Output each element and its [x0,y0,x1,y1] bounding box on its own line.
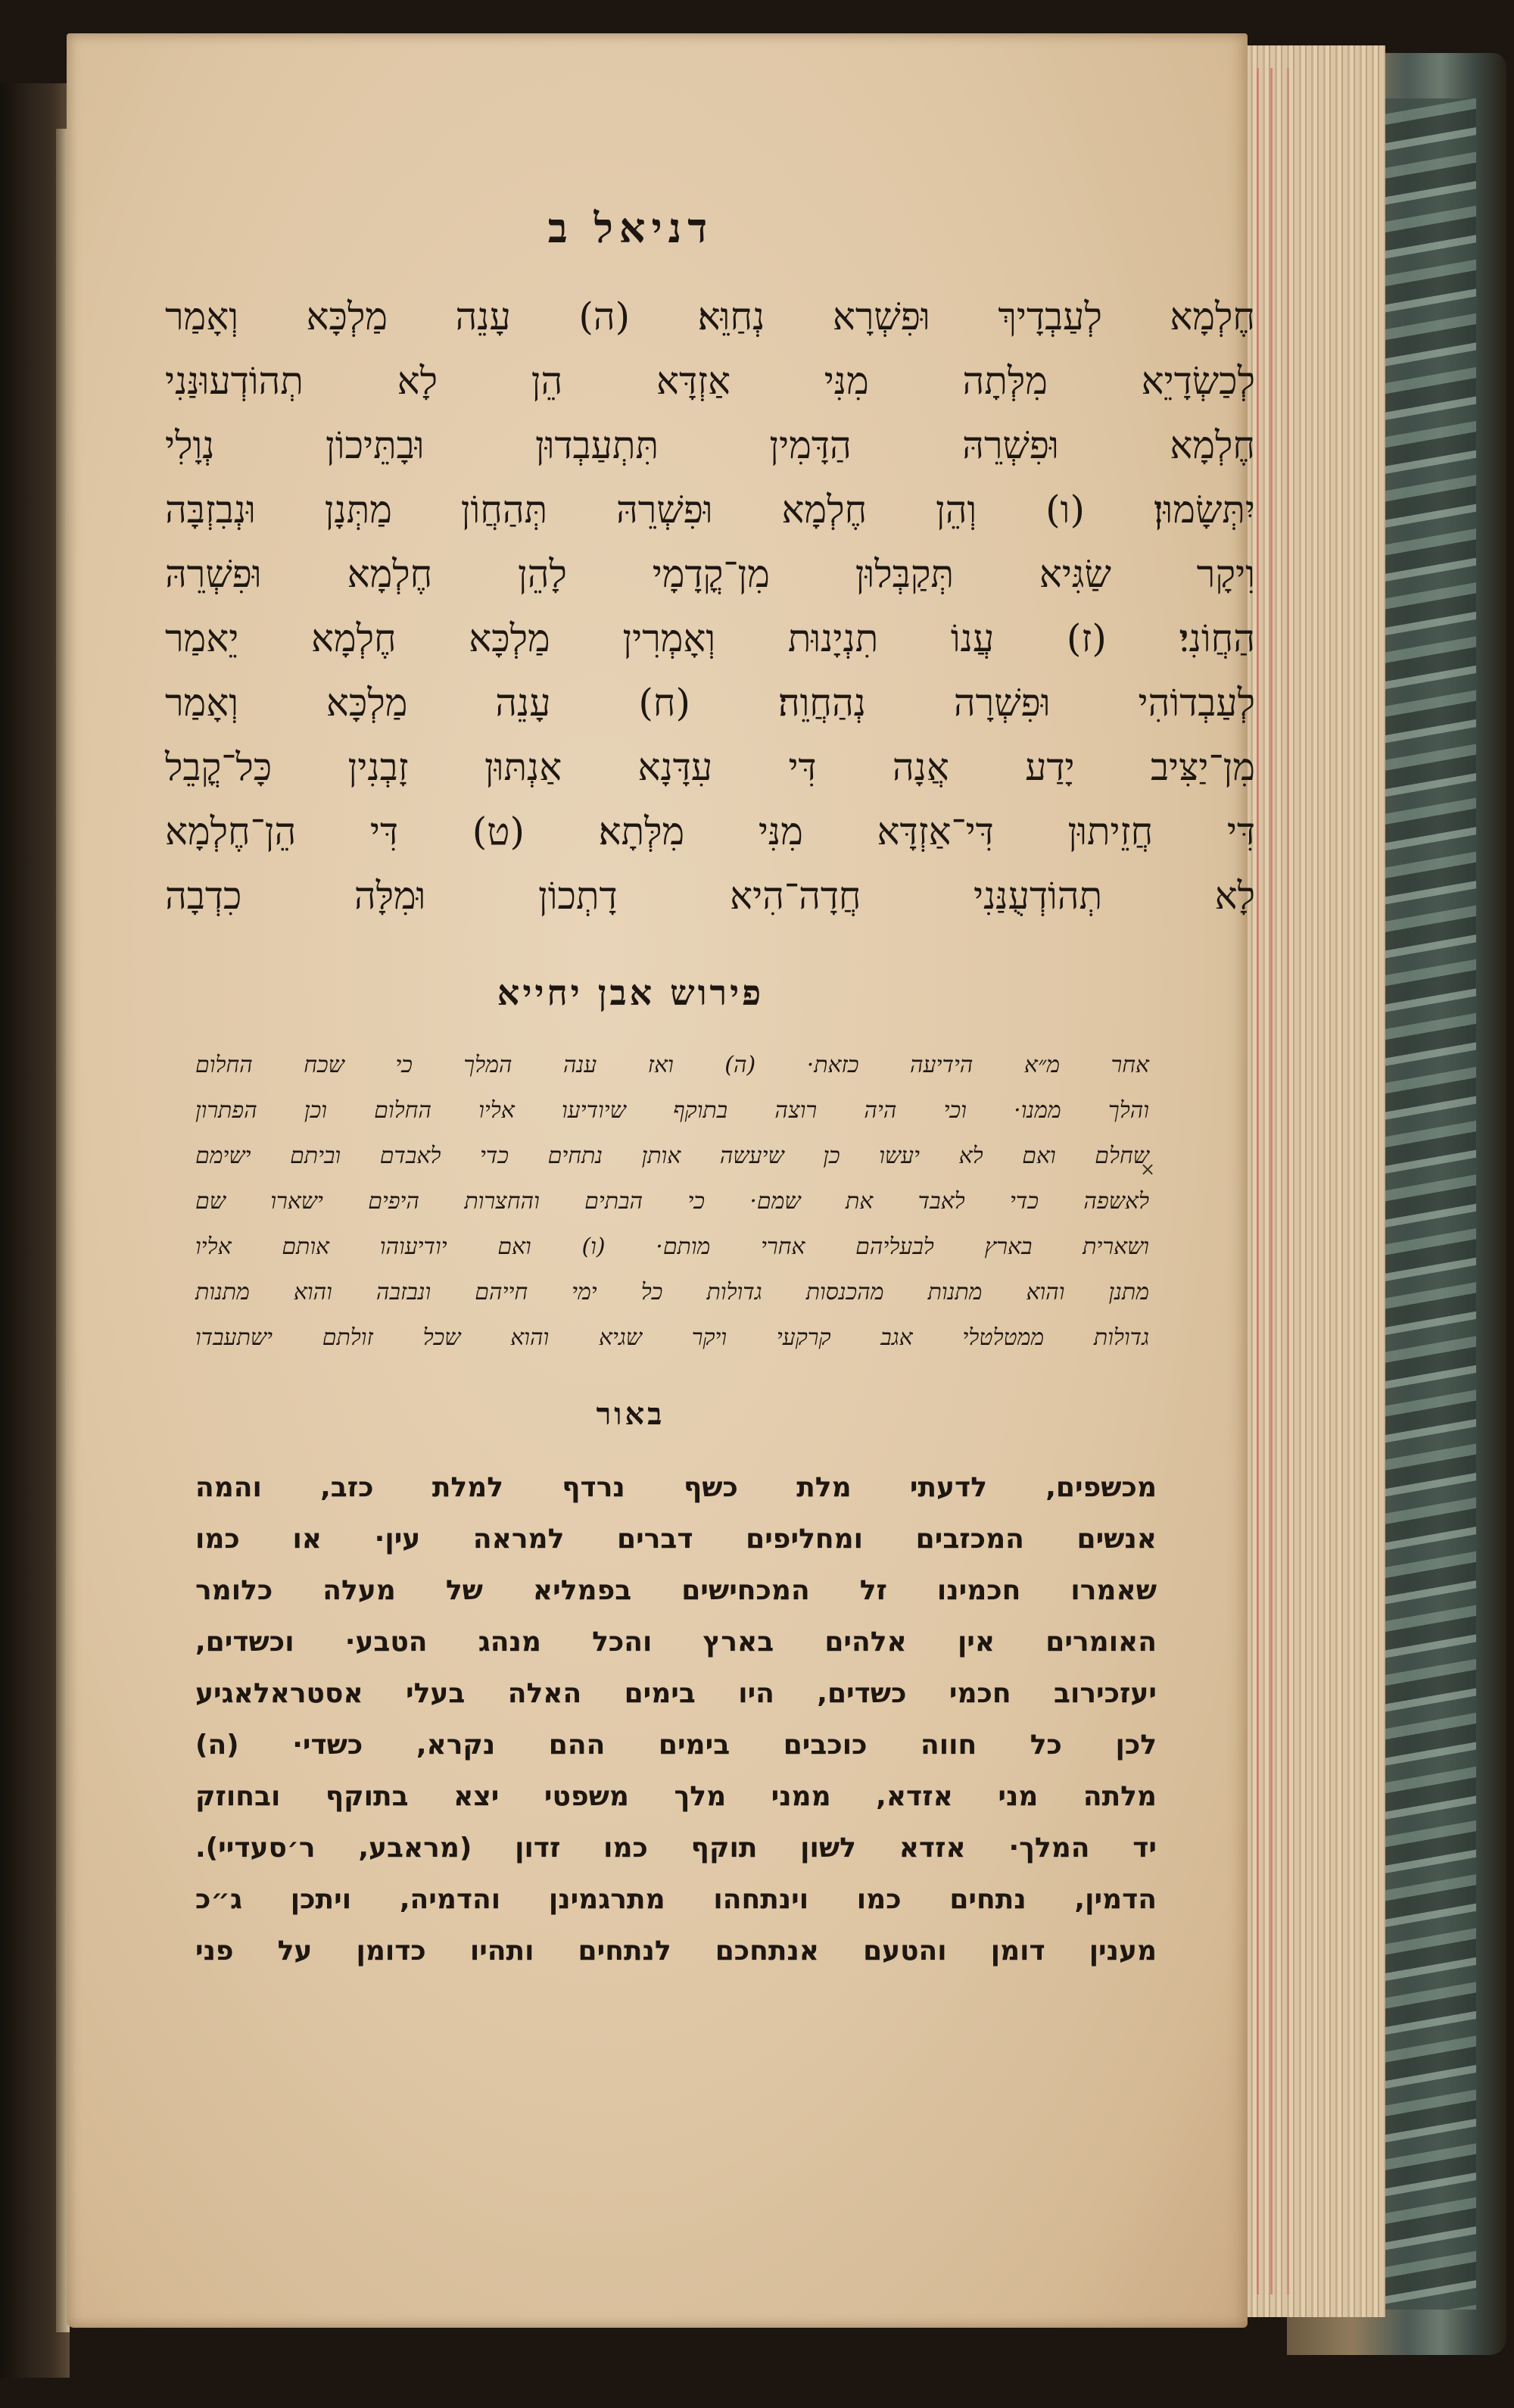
verse-line: חֶלְמָא וּפִשְׁרֵהּ הַדָּמִין תִּתְעַבְדוּן וּבָתֵּיכוֹן נְוָלִי [165,423,1255,467]
marbled-paper [1378,98,1476,2310]
margin-mark: × [1140,1159,1156,1180]
verse-line: לָא תְהוֹדְעֻנַּנִי חֲדָה־הִיא דָתְכוֹן וּמִלָּה כִדְבָה [165,874,1255,918]
biur-line: מענין דומן והטעם אנתחכם לנתחים ותהיו כדומן על פני [195,1935,1157,1967]
verse-line: מִן־יַצִּיב יָדַע אֲנָה דִּי עִדָּנָא אַנְתּוּן זָבְנִין כָּל־קֳבֵל [165,745,1255,789]
biur-line: האומרים אין אלהים בארץ והכל מנהג הטבע· וכשדים, [195,1627,1157,1658]
verse-line: יִתְּשָׂמוּן׃ (ו) וְהֵן חֶלְמָא וּפִשְׁרֵהּ תְּהַחֲוֹן מַתְּנָן וּנְבִזְבָּה [165,488,1255,532]
commentary-line: מתנן והוא מתנות מהכנסות גדולות כל ימי חייהם ונבזבה והוא מתנות [195,1279,1149,1305]
commentary-line: לאשפה כדי לאבד את שמם· כי הבתים והחצרות היפים ישארו שם [195,1188,1149,1215]
verse-line: לְכַשְׂדָיֵא מִלְּתָה מִנִּי אַזְדָּא הֵן לָא תְהוֹדְעוּנַּנִי [165,359,1255,403]
verse-line: חֶלְמָא לְעַבְדָיךְ וּפִשְׁרָא נְחַוֵּא׃ (ה) עָנֵה מַלְכָּא וְאָמַר [165,295,1255,338]
verse-line: דִּי חֲזֵיתוּן דִּי־אַזְדָּא מִנִּי מִלְּתָא׃ (ט) דִּי הֵן־חֶלְמָא [165,809,1255,853]
red-page-edge [1287,68,1289,2294]
biur-line: אנשים המכזבים ומחליפים דברים למראה עין· או כמו [195,1524,1157,1555]
commentary-title: פירוש אבן יחייא [497,972,765,1013]
red-page-edge [1270,68,1273,2294]
commentary-line: אחר מ״א הידיעה כזאת· (ה) ואז ענה המלך כי שכח החלום [195,1052,1149,1078]
left-book-cover [0,83,70,2378]
commentary-line: שחלם ואם לא יעשו כן שיעשה אותן נתחים כדי לאבדם וביתם ישימם [195,1143,1149,1169]
biur-line: יעזכירוב חכמי כשדים, היו בימים האלה בעלי אסטראלאגיע [195,1678,1157,1709]
biur-line: יד המלך· אזדא לשון תוקף כמו זדון (מראבע, ר׳סעדיי). [195,1833,1157,1864]
verse-line: לְעַבְדוֹהִי וּפִשְׁרָה נְהַחֲוֵה׃ (ח) עָנֵה מַלְכָּא וְאָמַר [165,681,1255,725]
biur-line: מכשפים, לדעתי מלת כשף נרדף למלת כזב, והמה [195,1472,1157,1503]
verse-line: הַחֲוֹנִי׃ (ז) עֲנוֹ תִנְיָנוּת וְאָמְרִין מַלְכָּא חֶלְמָא יֵאמַר [165,616,1255,660]
page-stack-edge [1234,45,1385,2317]
biur-line: שאמרו חכמינו זל המכחישים בפמליא של מעלה כלומר [195,1575,1157,1606]
biur-line: הדמין, נתחים כמו וינתחהו מתרגמינן והדמיה, ויתכן ג״כ [195,1884,1157,1915]
commentary-line: ושארית בארץ לבעליהם אחרי מותם· (ו) ואם יודיעוהו אותם אליו [195,1234,1149,1260]
biur-line: לכן כל חווה כוכבים בימים ההם נקרא, כשדי· (ה) [195,1730,1157,1761]
biur-line: מלתה מני אזדא, ממני מלך משפטי יצא בתוקף ובחוזק [195,1781,1157,1812]
book-page [67,33,1255,2328]
commentary-line: גדולות ממטלטלי אגב קרקעי ויקר שגיא והוא שכל זולתם ישתעבדו [195,1324,1149,1351]
red-page-edge [1257,68,1259,2294]
running-header: דניאל ב [547,204,714,252]
commentary-line: והלך ממנו· וכי היה רוצה בתוקף שיודיעו אליו החלום וכן הפתרון [195,1097,1149,1124]
verse-line: וִיקָר שַׂגִּיא תְּקַבְּלוּן מִן־קֳדָמָי לָהֵן חֶלְמָא וּפִשְׁרֵהּ [165,552,1255,596]
biur-title: באור [596,1396,665,1432]
